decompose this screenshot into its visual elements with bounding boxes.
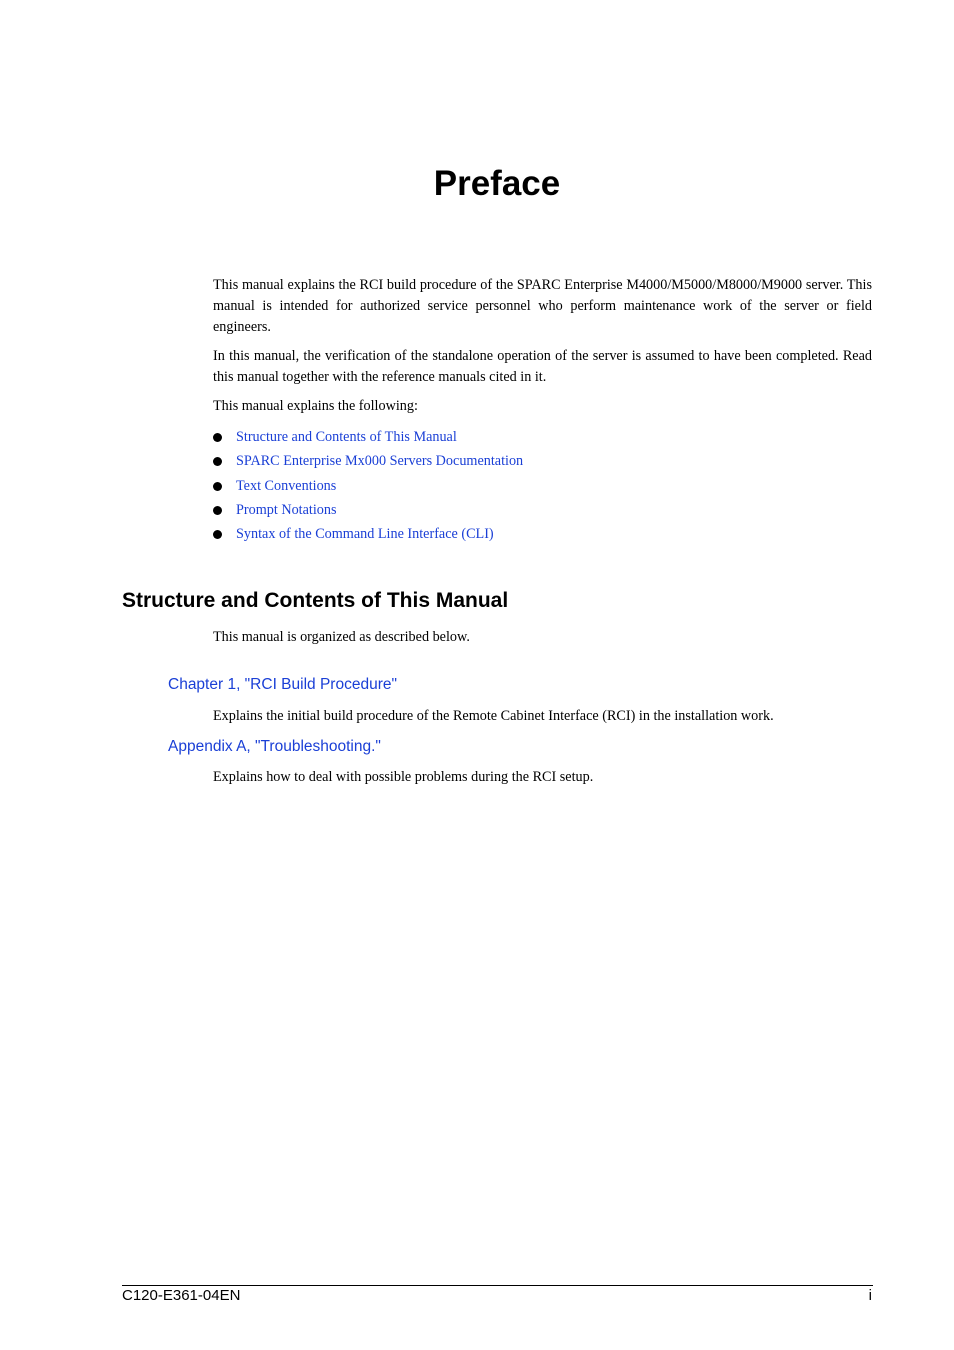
appendix-a-link[interactable]: Appendix A, "Troubleshooting." bbox=[168, 738, 381, 755]
toc-link-cli-syntax[interactable]: Syntax of the Command Line Interface (CLI) bbox=[236, 526, 494, 543]
toc-link-text-conventions[interactable]: Text Conventions bbox=[236, 477, 337, 494]
intro-paragraph-2: In this manual, the verification of the standalone operation of the server is assumed to have been completed. Read this manual together with the reference manuals cited in it. bbox=[213, 348, 872, 385]
toc-list-item bbox=[213, 498, 872, 522]
footer-doc-id: C120-E361-04EN bbox=[122, 1287, 241, 1304]
bullet-icon bbox=[213, 482, 222, 491]
intro-paragraph-1: This manual explains the RCI build procedure of the SPARC Enterprise M4000/M5000/M8000/M9000 server. This manual is intended for authorized service personnel who perform maintenance work of the server or field engineers. bbox=[213, 277, 872, 335]
bullet-icon bbox=[213, 433, 222, 442]
toc-link-structure[interactable]: Structure and Contents of This Manual bbox=[236, 429, 457, 445]
footer-page-number: i bbox=[868, 1287, 872, 1304]
toc-list-item bbox=[213, 449, 872, 473]
chapter-1-link[interactable]: Chapter 1, "RCI Build Procedure" bbox=[168, 676, 397, 693]
toc-list-item bbox=[213, 522, 872, 546]
bullet-icon bbox=[213, 506, 222, 515]
page-title: Preface bbox=[433, 164, 561, 203]
toc-list bbox=[213, 425, 872, 546]
section-heading: Structure and Contents of This Manual bbox=[122, 589, 509, 612]
intro-paragraph-3: This manual explains the following: bbox=[213, 398, 418, 414]
toc-list-item bbox=[213, 474, 872, 498]
bullet-icon bbox=[213, 530, 222, 539]
toc-link-prompt-notations[interactable]: Prompt Notations bbox=[236, 501, 337, 518]
chapter-1-description: Explains the initial build procedure of the Remote Cabinet Interface (RCI) in the installation work. bbox=[213, 708, 774, 724]
toc-list-item bbox=[213, 425, 872, 449]
appendix-a-description: Explains how to deal with possible problems during the RCI setup. bbox=[213, 769, 594, 785]
footer-divider bbox=[122, 1285, 873, 1286]
bullet-icon bbox=[213, 457, 222, 466]
toc-link-documentation[interactable]: SPARC Enterprise Mx000 Servers Documentation bbox=[236, 453, 524, 470]
section-intro: This manual is organized as described below. bbox=[213, 629, 470, 645]
intro-section bbox=[213, 275, 872, 546]
